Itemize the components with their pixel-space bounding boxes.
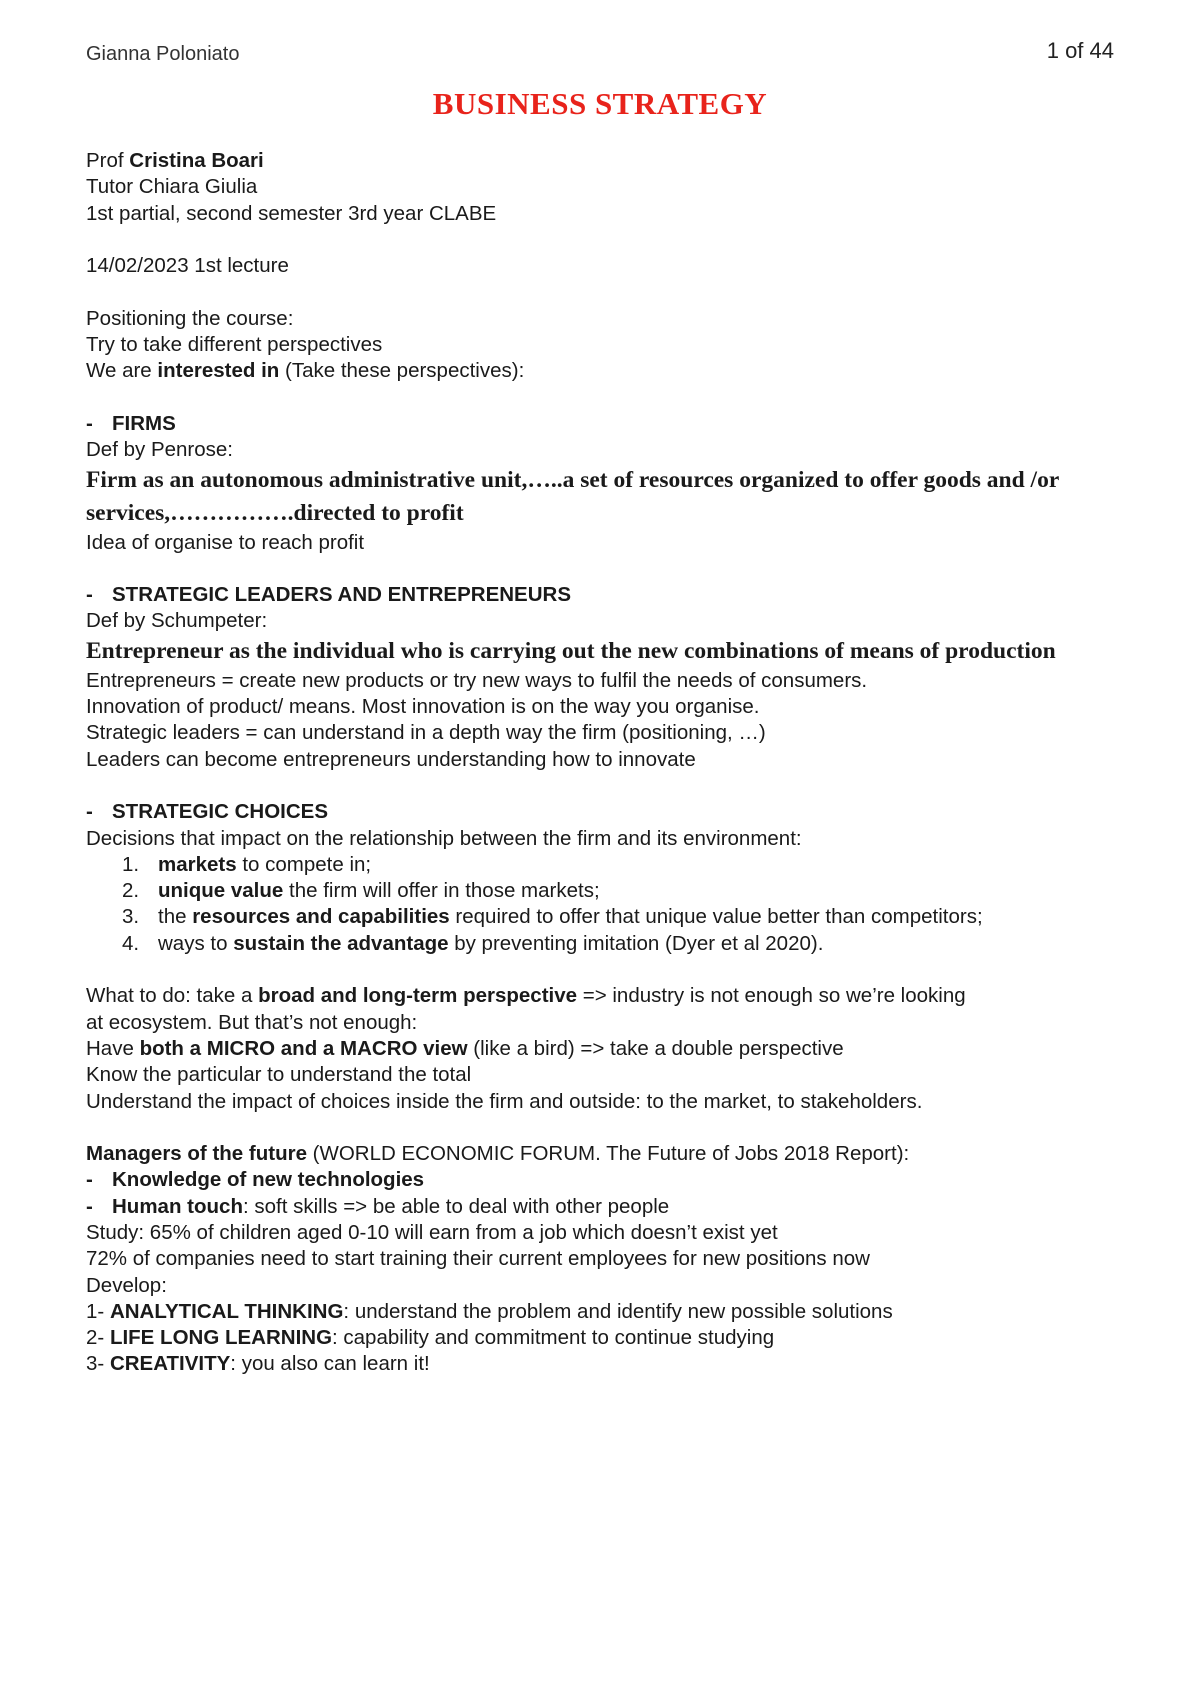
- managers-bullet: - Human touch: soft skills => be able to deal with other people: [86, 1194, 670, 1218]
- list-item: 2. unique value the firm will offer in those markets;: [122, 879, 600, 903]
- leaders-line: Strategic leaders = can understand in a depth way the firm (positioning, …): [86, 721, 766, 745]
- penrose-def: Def by Penrose:: [86, 438, 233, 462]
- penrose-quote: Firm as an autonomous administrative unit,…..a set of resources organized to offer goods and /or services,…………….directed to profit: [86, 466, 1059, 526]
- tutor-line: Tutor Chiara Giulia: [86, 175, 258, 199]
- leaders-line: Entrepreneurs = create new products or try new ways to fulfil the needs of consumers.: [86, 668, 868, 692]
- choices-list: [86, 852, 1126, 957]
- todo-line: Have both a MICRO and a MACRO view (like a bird) => take a double perspective: [86, 1036, 844, 1060]
- document-body: [86, 148, 1126, 1378]
- study-line: Study: 65% of children aged 0-10 will earn from a job which doesn’t exist yet: [86, 1220, 778, 1244]
- list-item: 1. markets to compete in;: [122, 852, 372, 876]
- header-page-number: 1 of 44: [1046, 38, 1114, 63]
- todo-line: Understand the impact of choices inside the firm and outside: to the market, to stakeholders.: [86, 1089, 923, 1113]
- list-item: 3. the resources and capabilities required to offer that unique value better than competitors;: [122, 905, 983, 929]
- choices-heading: - STRATEGIC CHOICES: [86, 800, 329, 824]
- firms-heading: - FIRMS: [86, 411, 176, 435]
- choices-intro: Decisions that impact on the relationship between the firm and its environment:: [86, 826, 802, 850]
- header-author: Gianna Poloniato: [86, 43, 240, 65]
- positioning-line: Positioning the course:: [86, 306, 294, 330]
- companies-line: 72% of companies need to start training their current employees for new positions now: [86, 1247, 870, 1271]
- todo-line: Know the particular to understand the total: [86, 1063, 472, 1087]
- professor-name: Cristina Boari: [129, 149, 264, 172]
- develop-line: Develop:: [86, 1273, 167, 1297]
- schumpeter-quote: Entrepreneur as the individual who is carrying out the new combinations of means of production: [86, 637, 1056, 664]
- skill-item: 3- CREATIVITY: you also can learn it!: [86, 1352, 430, 1376]
- managers-bullet: - Knowledge of new technologies: [86, 1168, 425, 1192]
- firms-note: Idea of organise to reach profit: [86, 530, 365, 554]
- todo-line: at ecosystem. But that’s not enough:: [86, 1010, 418, 1034]
- course-info-line: 1st partial, second semester 3rd year CLABE: [86, 201, 497, 225]
- managers-heading: Managers of the future (WORLD ECONOMIC FORUM. The Future of Jobs 2018 Report):: [86, 1142, 910, 1166]
- leaders-line: Leaders can become entrepreneurs understanding how to innovate: [86, 747, 696, 771]
- document-title: BUSINESS STRATEGY: [432, 86, 768, 121]
- schumpeter-def: Def by Schumpeter:: [86, 609, 268, 633]
- skill-item: 2- LIFE LONG LEARNING: capability and commitment to continue studying: [86, 1326, 775, 1350]
- interested-line: We are interested in (Take these perspectives):: [86, 359, 525, 383]
- list-item: 4. ways to sustain the advantage by preventing imitation (Dyer et al 2020).: [122, 931, 824, 955]
- todo-line: What to do: take a broad and long-term perspective => industry is not enough so we’re looking: [86, 984, 966, 1008]
- skill-item: 1- ANALYTICAL THINKING: understand the problem and identify new possible solutions: [86, 1299, 893, 1323]
- perspectives-line: Try to take different perspectives: [86, 333, 383, 357]
- lecture-date-line: 14/02/2023 1st lecture: [86, 254, 289, 278]
- professor-line: Prof Cristina Boari: [86, 149, 264, 172]
- leaders-line: Innovation of product/ means. Most innovation is on the way you organise.: [86, 695, 760, 719]
- leaders-heading: - STRATEGIC LEADERS AND ENTREPRENEURS: [86, 583, 572, 607]
